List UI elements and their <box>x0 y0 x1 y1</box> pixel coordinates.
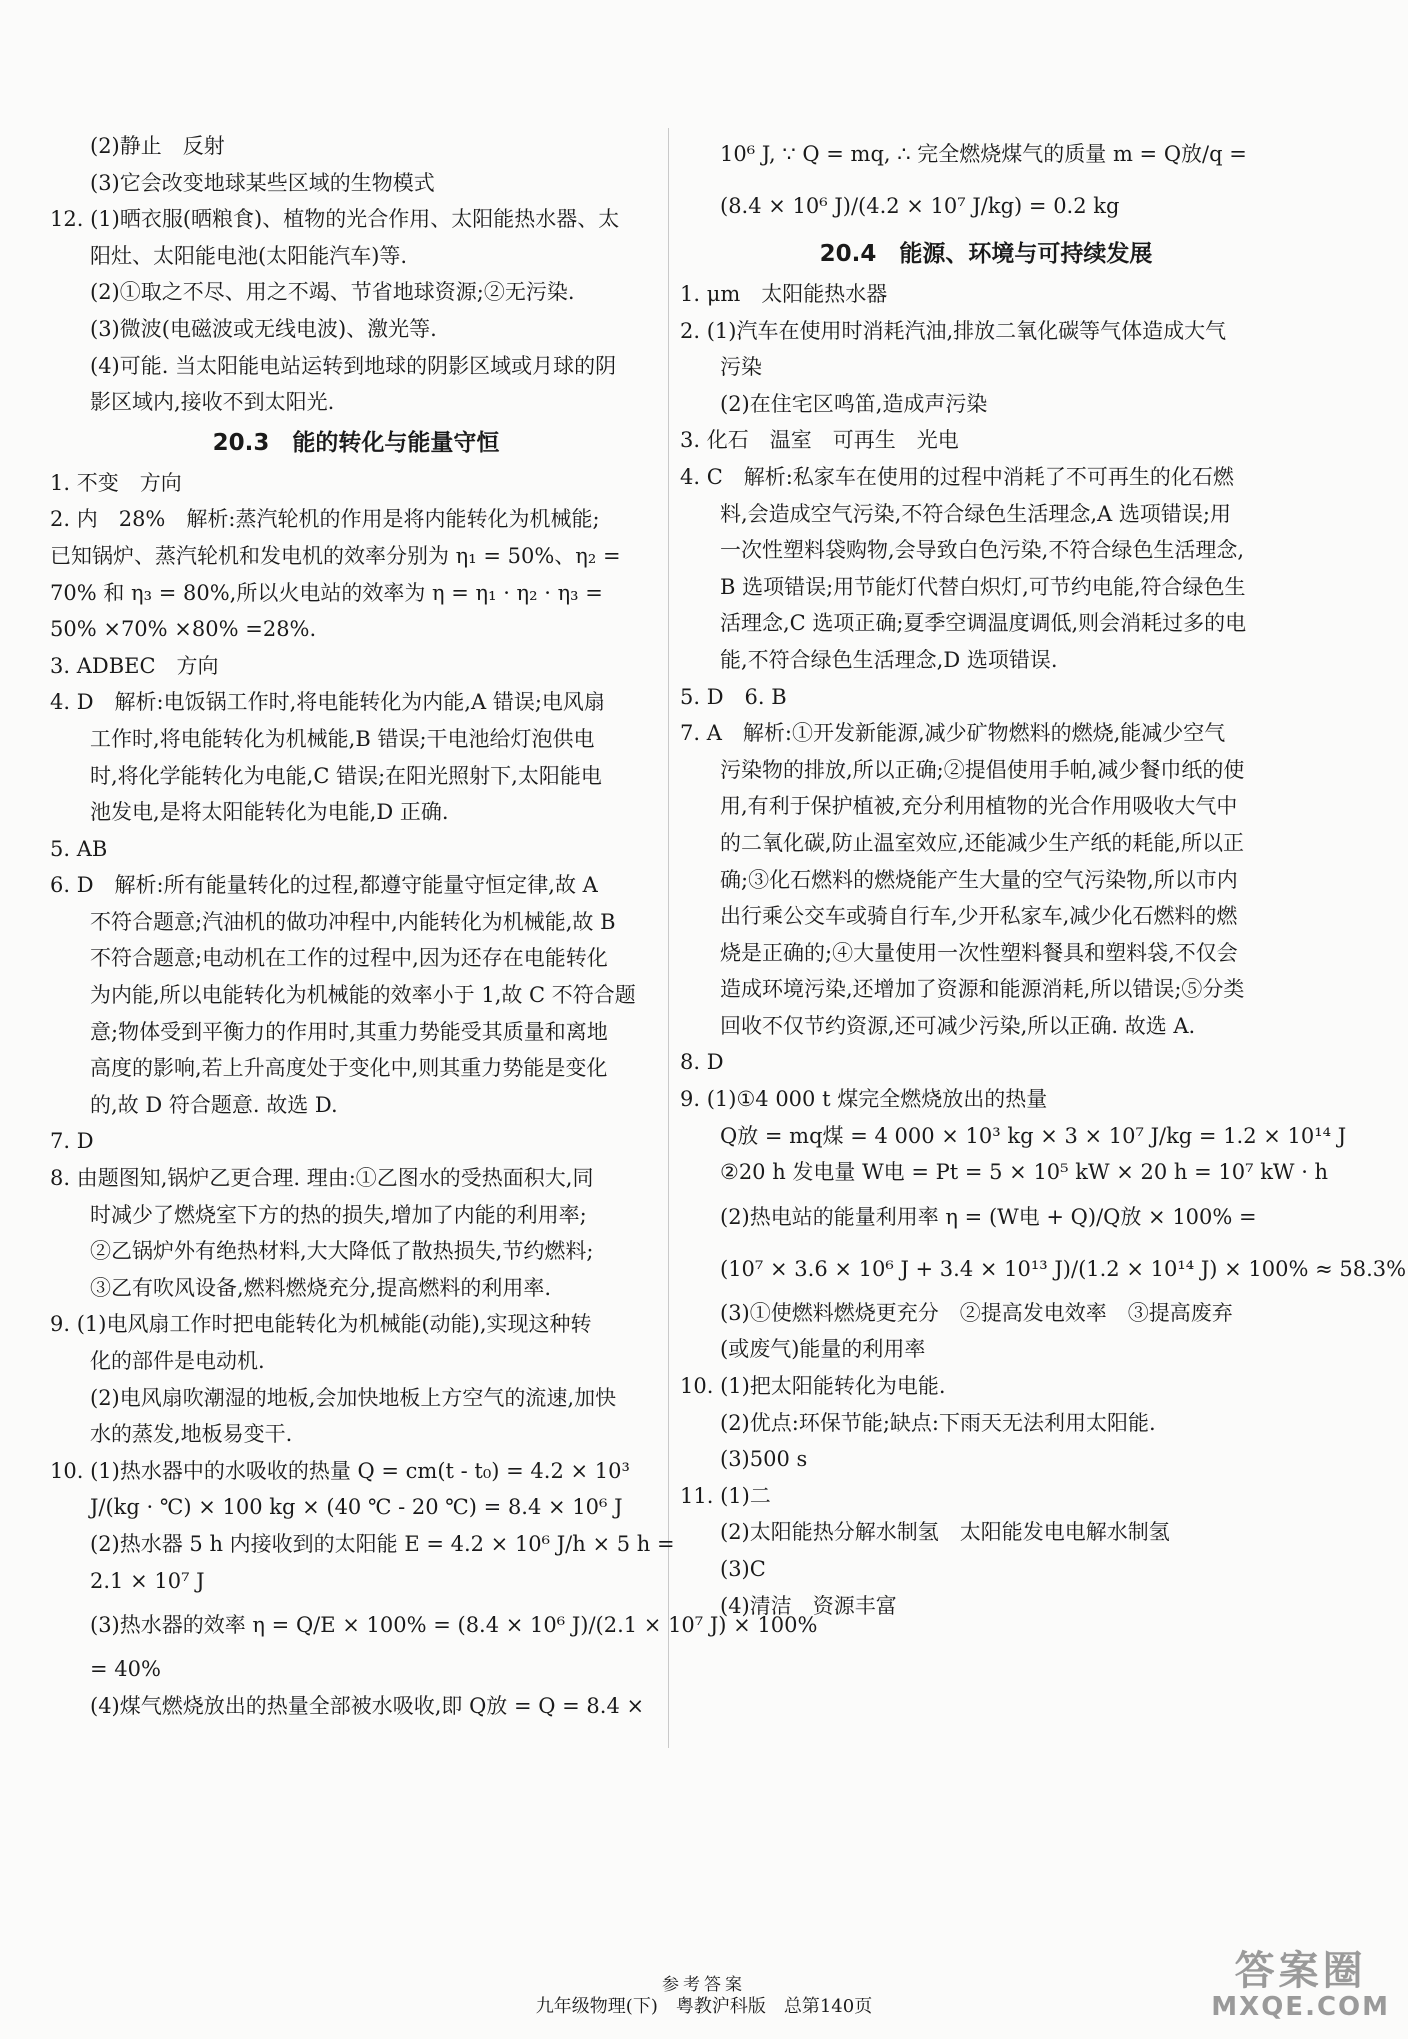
answer-line: 50% ×70% ×80% =28%. <box>50 617 317 642</box>
answer-line: (3)热水器的效率 η = Q/E × 100% = (8.4 × 10⁶ J)/(2.1 × 10⁷ J) × 100% <box>90 1613 818 1638</box>
answer-line: 70% 和 η₃ = 80%,所以火电站的效率为 η = η₁ · η₂ · η₃ = <box>50 580 603 605</box>
answer-line: 3. 化石 温室 可再生 光电 <box>680 428 959 453</box>
answer-line: (2)静止 反射 <box>90 134 225 158</box>
answer-line: (10⁷ × 3.6 × 10⁶ J + 3.4 × 10¹³ J)/(1.2 × 10¹⁴ J) × 100% ≈ 58.3% <box>720 1256 1407 1281</box>
answer-line: 5. D 6. B <box>680 684 787 709</box>
answer-line: (2)在住宅区鸣笛,造成声污染 <box>720 391 988 416</box>
answer-line: 能,不符合绿色生活理念,D 选项错误. <box>720 647 1058 672</box>
answer-line: 出行乘公交车或骑自行车,少开私家车,减少化石燃料的燃 <box>720 904 1238 929</box>
answer-line: 的二氧化碳,防止温室效应,还能减少生产纸的耗能,所以正 <box>720 830 1245 855</box>
answer-line: B 选项错误;用节能灯代替白炽灯,可节约电能,符合绿色生 <box>720 574 1246 599</box>
answer-line: 2.1 × 10⁷ J <box>90 1568 205 1593</box>
watermark-logo: 答案圈 <box>1234 1948 1367 1994</box>
answer-line: 烧是正确的;④大量使用一次性塑料餐具和塑料袋,不仅会 <box>720 940 1238 965</box>
answer-line: (2)优点:环保节能;缺点:下雨天无法利用太阳能. <box>720 1410 1156 1435</box>
answer-line: 已知锅炉、蒸汽轮机和发电机的效率分别为 η₁ = 50%、η₂ = <box>50 543 621 568</box>
answer-line: 高度的影响,若上升高度处于变化中,则其重力势能是变化 <box>90 1056 608 1081</box>
answer-line: (2)热水器 5 h 内接收到的太阳能 E = 4.2 × 10⁶ J/h × 5 h = <box>90 1531 675 1556</box>
right-column <box>680 128 1407 1624</box>
answer-line: Q放 = mq煤 = 4 000 × 10³ kg × 3 × 10⁷ J/kg = 1.2 × 10¹⁴ J <box>720 1123 1347 1148</box>
answer-line: 12. (1)晒衣服(晒粮食)、植物的光合作用、太阳能热水器、太 <box>50 207 620 232</box>
answer-line: (8.4 × 10⁶ J)/(4.2 × 10⁷ J/kg) = 0.2 kg <box>720 194 1120 218</box>
answer-line: = 40% <box>90 1657 161 1682</box>
answer-line: ③乙有吹风设备,燃料燃烧充分,提高燃料的利用率. <box>90 1275 552 1300</box>
answer-line: 时减少了燃烧室下方的热的损失,增加了内能的利用率; <box>90 1202 587 1227</box>
answer-line: 的,故 D 符合题意. 故选 D. <box>90 1092 338 1117</box>
answer-line: 为内能,所以电能转化为机械能的效率小于 1,故 C 不符合题 <box>90 983 636 1008</box>
answer-line: 6. D 解析:所有能量转化的过程,都遵守能量守恒定律,故 A <box>50 873 598 898</box>
answer-line: 11. (1)二 <box>680 1483 771 1508</box>
answer-line: (4)可能. 当太阳能电站运转到地球的阴影区域或月球的阴 <box>90 353 617 378</box>
answer-line: (2)①取之不尽、用之不竭、节省地球资源;②无污染. <box>90 280 575 305</box>
answer-line: 化的部件是电动机. <box>90 1349 265 1373</box>
answer-line: ②20 h 发电量 W电 = Pt = 5 × 10⁵ kW × 20 h = 10⁷ kW · h <box>720 1160 1329 1185</box>
answer-line: (4)清洁 资源丰富 <box>720 1593 897 1618</box>
answer-line: (2)电风扇吹潮湿的地板,会加快地板上方空气的流速,加快 <box>90 1385 617 1410</box>
answer-line: 确;③化石燃料的燃烧能产生大量的空气污染物,所以市内 <box>720 867 1238 892</box>
answer-line: 3. ADBEC 方向 <box>50 653 219 678</box>
watermark-url: MXQE.COM <box>1211 1992 1390 2022</box>
answer-line: (2)太阳能热分解水制氢 太阳能发电电解水制氢 <box>720 1520 1170 1545</box>
answer-line: 污染 <box>720 355 762 380</box>
answer-line: 1. 不变 方向 <box>50 470 182 495</box>
answer-line: (3)它会改变地球某些区域的生物模式 <box>90 170 435 195</box>
answer-line: 4. D 解析:电饭锅工作时,将电能转化为内能,A 错误;电风扇 <box>50 690 605 715</box>
answer-line: 工作时,将电能转化为机械能,B 错误;干电池给灯泡供电 <box>90 726 595 751</box>
answer-line: (3)C <box>720 1557 766 1581</box>
column-divider <box>668 128 669 1748</box>
footer-page-info: 九年级物理(下) 粤教沪科版 总第140页 <box>535 1996 873 2017</box>
answer-line: 污染物的排放,所以正确;②提倡使用手帕,减少餐巾纸的使 <box>720 757 1245 782</box>
site-watermark <box>1211 1949 1390 2021</box>
answer-line: ②乙锅炉外有绝热材料,大大降低了散热损失,节约燃料; <box>90 1239 594 1264</box>
answer-line: (3)500 s <box>720 1447 808 1472</box>
answer-line: 用,有利于保护植被,充分利用植物的光合作用吸收大气中 <box>720 794 1238 819</box>
answer-line: (2)热电站的能量利用率 η = (W电 + Q)/Q放 × 100% = <box>720 1204 1257 1229</box>
answer-line: 影区域内,接收不到太阳光. <box>90 390 335 415</box>
answer-line: 1. μm 太阳能热水器 <box>680 282 888 306</box>
answer-line: 7. A 解析:①开发新能源,减少矿物燃料的燃烧,能减少空气 <box>680 721 1226 746</box>
answer-line: 4. C 解析:私家车在使用的过程中消耗了不可再生的化石燃 <box>680 464 1234 489</box>
answer-line: 料,会造成空气污染,不符合绿色生活理念,A 选项错误;用 <box>720 501 1231 526</box>
section-title: 20.4 能源、环境与可持续发展 <box>819 241 1153 267</box>
answer-line: 不符合题意;汽油机的做功冲程中,内能转化为机械能,故 B <box>90 909 616 934</box>
answer-line: 10⁶ J, ∵ Q = mq, ∴ 完全燃烧煤气的质量 m = Q放/q = <box>720 142 1247 166</box>
answer-line: 2. 内 28% 解析:蒸汽轮机的作用是将内能转化为机械能; <box>50 507 600 532</box>
answer-line: 7. D <box>50 1129 94 1154</box>
answer-line: 9. (1)电风扇工作时把电能转化为机械能(动能),实现这种转 <box>50 1312 592 1337</box>
answer-line: 5. AB <box>50 836 108 861</box>
answer-line: 池发电,是将太阳能转化为电能,D 正确. <box>90 800 449 825</box>
answer-line: 10. (1)热水器中的水吸收的热量 Q = cm(t - t₀) = 4.2 × 10³ <box>50 1458 630 1483</box>
answer-line: J/(kg · ℃) × 100 kg × (40 ℃ - 20 ℃) = 8.4 × 10⁶ J <box>90 1495 623 1520</box>
answer-line: (或废气)能量的利用率 <box>720 1337 926 1362</box>
answer-line: 造成环境污染,还增加了资源和能源消耗,所以错误;⑤分类 <box>720 977 1245 1002</box>
answer-line: 2. (1)汽车在使用时消耗汽油,排放二氧化碳等气体造成大气 <box>680 318 1227 343</box>
answer-line: 意;物体受到平衡力的作用时,其重力势能受其质量和离地 <box>90 1019 608 1044</box>
answer-line: 活理念,C 选项正确;夏季空调温度调低,则会消耗过多的电 <box>720 611 1247 636</box>
answer-line: 阳灶、太阳能电池(太阳能汽车)等. <box>90 243 408 268</box>
answer-line: 9. (1)①4 000 t 煤完全燃烧放出的热量 <box>680 1087 1048 1112</box>
answer-line: 回收不仅节约资源,还可减少污染,所以正确. 故选 A. <box>720 1013 1196 1038</box>
answer-line: 8. 由题图知,锅炉乙更合理. 理由:①乙图水的受热面积大,同 <box>50 1166 594 1191</box>
answer-line: 一次性塑料袋购物,会导致白色污染,不符合绿色生活理念, <box>720 538 1245 563</box>
answer-line: 水的蒸发,地板易变干. <box>90 1422 293 1447</box>
answer-line: 时,将化学能转化为电能,C 错误;在阳光照射下,太阳能电 <box>90 763 602 788</box>
answer-line: 8. D <box>680 1050 724 1075</box>
answer-line: 不符合题意;电动机在工作的过程中,因为还存在电能转化 <box>90 946 608 971</box>
answer-line: (3)①使燃料燃烧更充分 ②提高发电效率 ③提高废弃 <box>720 1300 1233 1325</box>
answer-line: (4)煤气燃烧放出的热量全部被水吸收,即 Q放 = Q = 8.4 × <box>90 1693 645 1718</box>
answer-line: (3)微波(电磁波或无线电波)、激光等. <box>90 316 437 341</box>
section-title: 20.3 能的转化与能量守恒 <box>212 429 500 456</box>
footer-title: 参考答案 <box>662 1975 746 1995</box>
answer-line: 10. (1)把太阳能转化为电能. <box>680 1374 946 1399</box>
